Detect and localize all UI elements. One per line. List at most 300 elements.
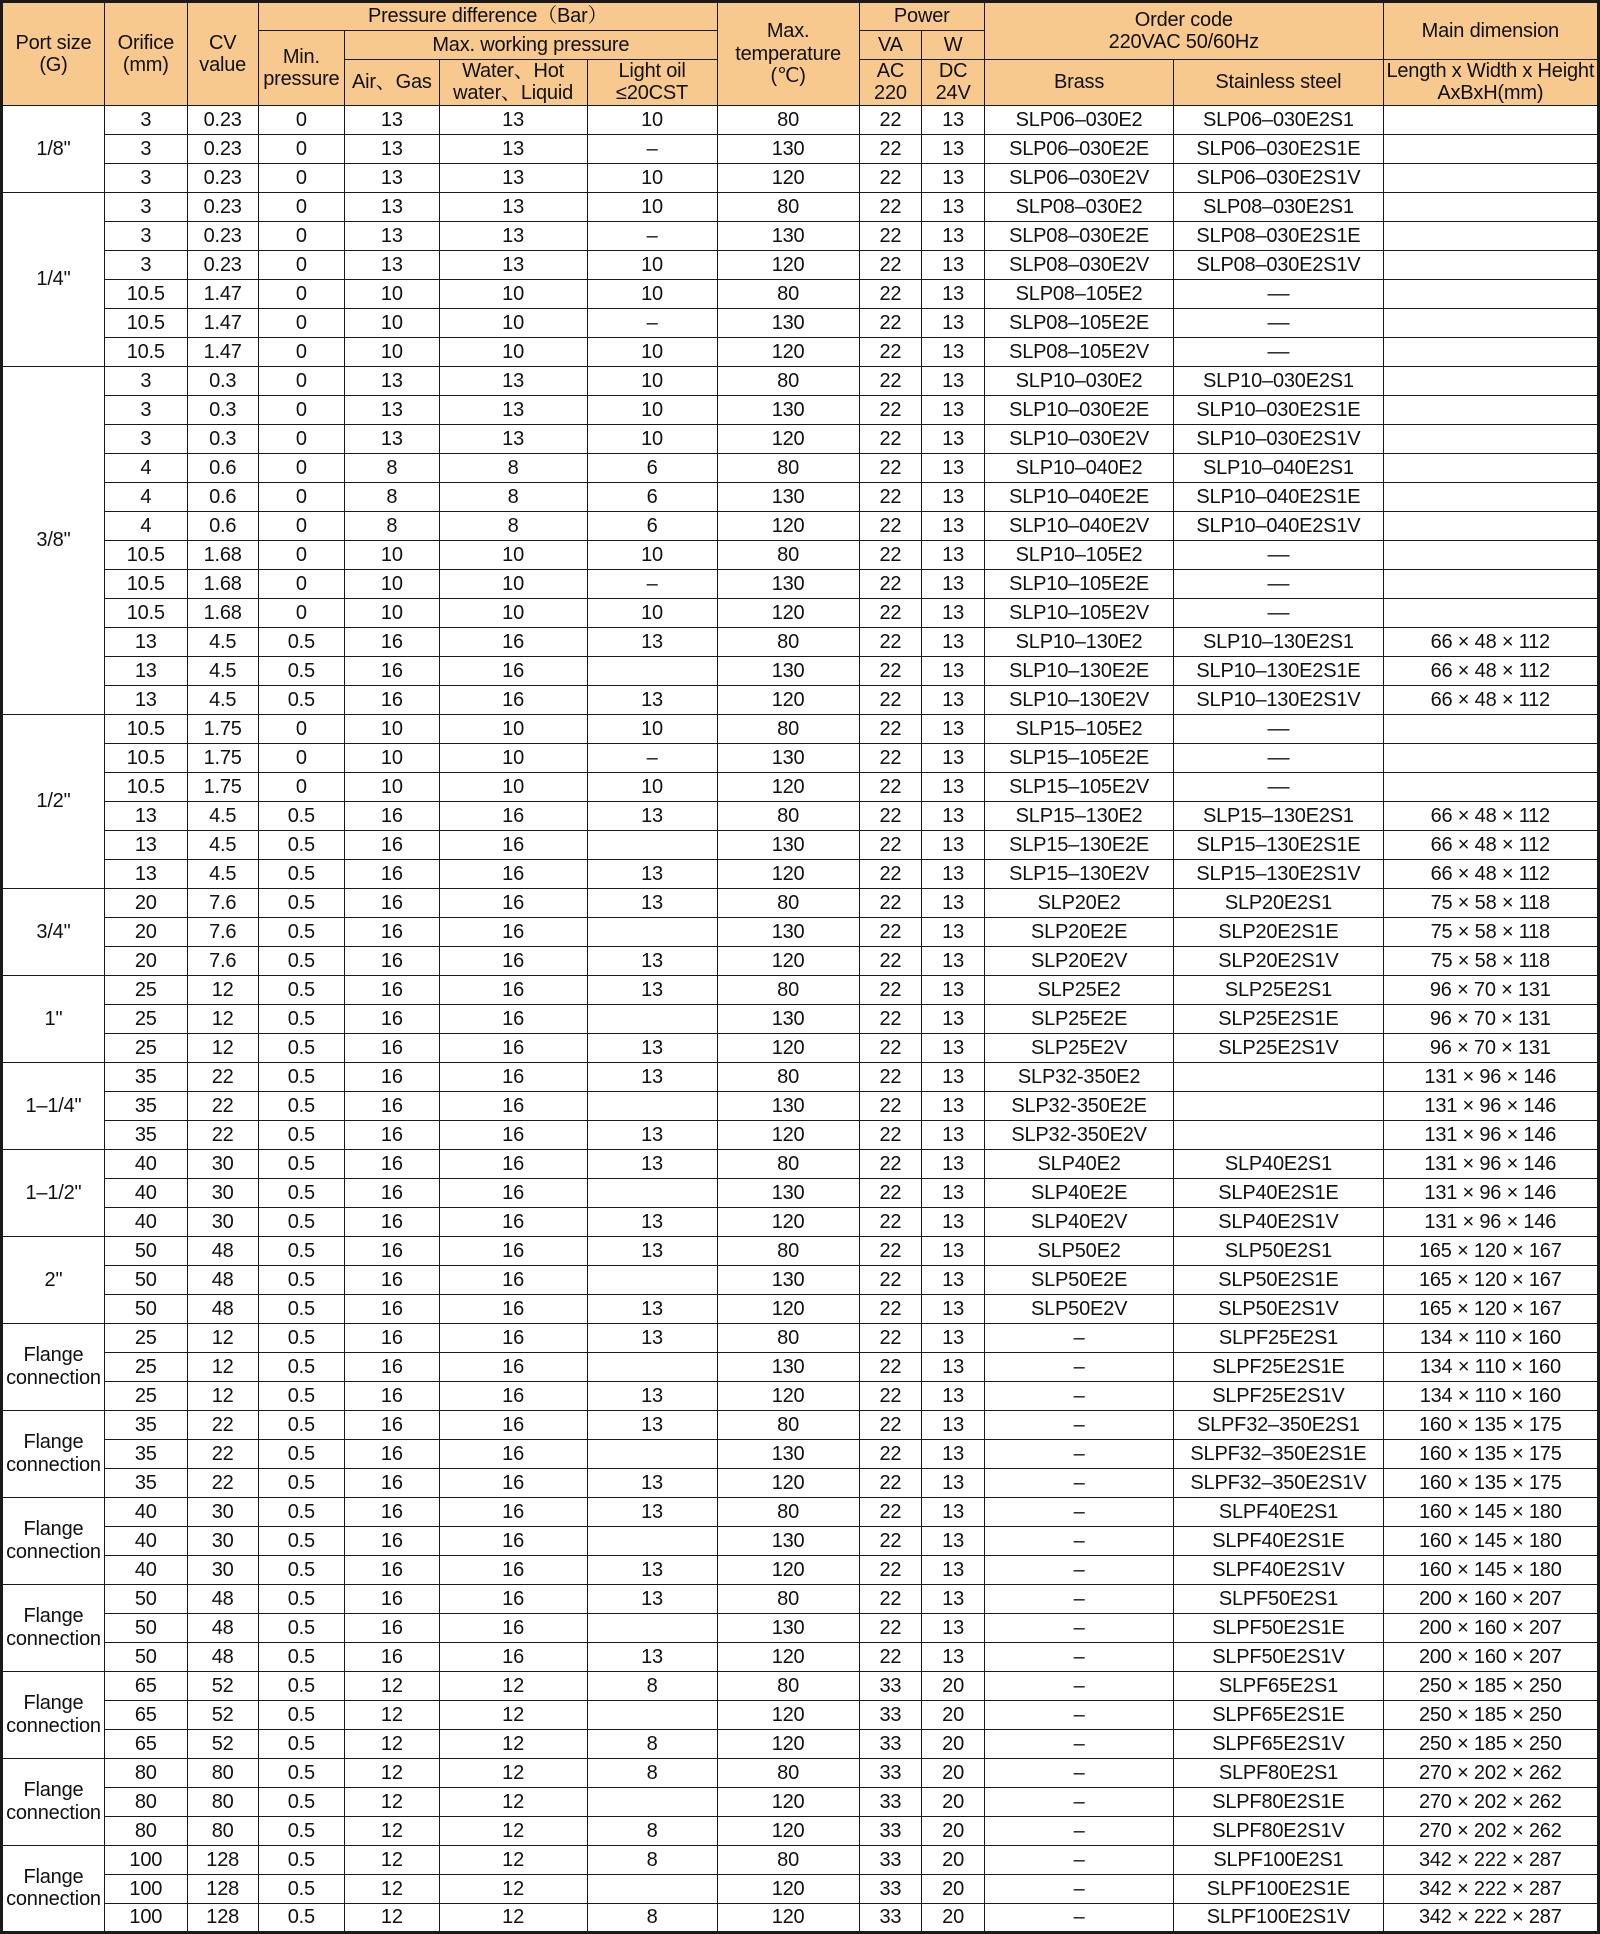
cell-w: 20: [922, 1758, 985, 1787]
cell-max-temperature: 120: [717, 1816, 859, 1845]
cell-stainless-code: SLP25E2S1V: [1174, 1033, 1383, 1062]
table-row: [2, 1120, 1599, 1149]
cell-water-hot-liquid: 12: [439, 1903, 587, 1932]
cell-max-temperature: 80: [717, 1584, 859, 1613]
cell-va: 22: [859, 511, 922, 540]
cell-max-temperature: 80: [717, 1671, 859, 1700]
cell-brass-code: SLP20E2V: [984, 946, 1173, 975]
table-row: [2, 656, 1599, 685]
table-row: [2, 1729, 1599, 1758]
cell-max-temperature: 80: [717, 1410, 859, 1439]
cell-w: 13: [922, 482, 985, 511]
cell-brass-code: –: [984, 1323, 1173, 1352]
cell-light-oil: [587, 1874, 717, 1903]
cell-main-dimension: [1383, 163, 1598, 192]
table-row: [2, 482, 1599, 511]
cell-w: 13: [922, 888, 985, 917]
cell-cv: 1.68: [187, 598, 258, 627]
header-air-gas: Air、Gas: [345, 60, 440, 106]
cell-main-dimension: 131 × 96 × 146: [1383, 1120, 1598, 1149]
cell-max-temperature: 130: [717, 1178, 859, 1207]
header-orifice-line2: (mm): [122, 53, 169, 76]
cell-w: 13: [922, 1294, 985, 1323]
cell-cv: 22: [187, 1062, 258, 1091]
cell-min-pressure: 0.5: [258, 1149, 344, 1178]
table-row: [2, 888, 1599, 917]
cell-orifice: 50: [104, 1584, 187, 1613]
cell-w: 20: [922, 1671, 985, 1700]
cell-min-pressure: 0.5: [258, 1758, 344, 1787]
cell-cv: 7.6: [187, 946, 258, 975]
cell-va: 22: [859, 859, 922, 888]
cell-va: 22: [859, 1265, 922, 1294]
cell-water-hot-liquid: 16: [439, 1236, 587, 1265]
table-row: [2, 1149, 1599, 1178]
header-port-size-line2: (G): [39, 53, 68, 76]
cell-main-dimension: 342 × 222 × 287: [1383, 1845, 1598, 1874]
cell-orifice: 65: [104, 1729, 187, 1758]
cell-orifice: 10.5: [104, 337, 187, 366]
cell-main-dimension: 134 × 110 × 160: [1383, 1323, 1598, 1352]
cell-orifice: 3: [104, 366, 187, 395]
cell-min-pressure: 0: [258, 598, 344, 627]
cell-min-pressure: 0: [258, 714, 344, 743]
cell-water-hot-liquid: 16: [439, 1323, 587, 1352]
cell-stainless-code: SLPF50E2S1E: [1174, 1613, 1383, 1642]
cell-orifice: 65: [104, 1671, 187, 1700]
cell-water-hot-liquid: 13: [439, 221, 587, 250]
cell-stainless-code: [1174, 1120, 1383, 1149]
port-size-line: connection: [6, 1627, 101, 1650]
cell-min-pressure: 0.5: [258, 1236, 344, 1265]
cell-stainless-code: SLP50E2S1: [1174, 1236, 1383, 1265]
cell-water-hot-liquid: 16: [439, 801, 587, 830]
cell-water-hot-liquid: 16: [439, 1584, 587, 1613]
table-row: [2, 279, 1599, 308]
cell-main-dimension: [1383, 772, 1598, 801]
cell-orifice: 20: [104, 888, 187, 917]
cell-orifice: 50: [104, 1642, 187, 1671]
header-dimension-line1: Length x Width x Height: [1386, 60, 1595, 82]
cell-light-oil: [587, 1439, 717, 1468]
table-row: [2, 743, 1599, 772]
cell-w: 13: [922, 337, 985, 366]
cell-brass-code: –: [984, 1352, 1173, 1381]
header-cv-value: [187, 2, 258, 106]
cell-water-hot-liquid: 12: [439, 1671, 587, 1700]
cell-min-pressure: 0.5: [258, 946, 344, 975]
cell-light-oil: 13: [587, 888, 717, 917]
cell-w: 13: [922, 685, 985, 714]
cell-max-temperature: 120: [717, 1874, 859, 1903]
cell-max-temperature: 130: [717, 1526, 859, 1555]
cell-cv: 52: [187, 1729, 258, 1758]
cell-water-hot-liquid: 16: [439, 1352, 587, 1381]
cell-main-dimension: 66 × 48 × 112: [1383, 830, 1598, 859]
cell-va: 22: [859, 482, 922, 511]
cell-water-hot-liquid: 16: [439, 1091, 587, 1120]
cell-brass-code: SLP10–105E2V: [984, 598, 1173, 627]
cell-w: 13: [922, 1642, 985, 1671]
cell-brass-code: –: [984, 1874, 1173, 1903]
table-row: [2, 714, 1599, 743]
cell-water-hot-liquid: 16: [439, 627, 587, 656]
cell-water-hot-liquid: 16: [439, 685, 587, 714]
table-row: [2, 975, 1599, 1004]
table-row: [2, 1497, 1599, 1526]
cell-min-pressure: 0: [258, 366, 344, 395]
cell-brass-code: SLP40E2E: [984, 1178, 1173, 1207]
cell-water-hot-liquid: 16: [439, 1468, 587, 1497]
cell-min-pressure: 0.5: [258, 627, 344, 656]
cell-main-dimension: 131 × 96 × 146: [1383, 1062, 1598, 1091]
cell-va: 22: [859, 598, 922, 627]
cell-w: 13: [922, 1091, 985, 1120]
cell-va: 33: [859, 1729, 922, 1758]
cell-min-pressure: 0: [258, 134, 344, 163]
cell-light-oil: 6: [587, 511, 717, 540]
cell-va: 22: [859, 772, 922, 801]
cell-air-gas: 16: [345, 1613, 440, 1642]
table-row: [2, 192, 1599, 221]
cell-water-hot-liquid: 16: [439, 1439, 587, 1468]
cell-light-oil: 13: [587, 1555, 717, 1584]
cell-air-gas: 16: [345, 1178, 440, 1207]
cell-brass-code: SLP32-350E2E: [984, 1091, 1173, 1120]
cell-va: 22: [859, 1091, 922, 1120]
cell-max-temperature: 80: [717, 366, 859, 395]
cell-main-dimension: 270 × 202 × 262: [1383, 1816, 1598, 1845]
cell-min-pressure: 0.5: [258, 1787, 344, 1816]
header-order-code: [984, 2, 1383, 60]
cell-light-oil: 13: [587, 1642, 717, 1671]
cell-cv: 1.68: [187, 569, 258, 598]
cell-light-oil: [587, 917, 717, 946]
cell-cv: 0.23: [187, 250, 258, 279]
header-order-code-subtitle: 220VAC 50/60Hz: [1108, 31, 1259, 53]
cell-air-gas: 16: [345, 656, 440, 685]
cell-brass-code: SLP10–030E2V: [984, 424, 1173, 453]
cell-port-size: [2, 714, 105, 888]
cell-min-pressure: 0.5: [258, 1468, 344, 1497]
cell-max-temperature: 130: [717, 917, 859, 946]
cell-orifice: 13: [104, 627, 187, 656]
cell-w: 13: [922, 279, 985, 308]
cell-main-dimension: 131 × 96 × 146: [1383, 1178, 1598, 1207]
cell-brass-code: –: [984, 1729, 1173, 1758]
cell-va: 22: [859, 1613, 922, 1642]
cell-water-hot-liquid: 16: [439, 917, 587, 946]
port-size-line: 1/2": [36, 790, 71, 813]
cell-orifice: 25: [104, 1352, 187, 1381]
cell-water-hot-liquid: 16: [439, 1613, 587, 1642]
cell-orifice: 40: [104, 1526, 187, 1555]
cell-main-dimension: [1383, 743, 1598, 772]
cell-brass-code: –: [984, 1903, 1173, 1932]
cell-brass-code: SLP10–105E2E: [984, 569, 1173, 598]
table-row: [2, 1294, 1599, 1323]
cell-w: 13: [922, 366, 985, 395]
cell-max-temperature: 80: [717, 714, 859, 743]
cell-orifice: 65: [104, 1700, 187, 1729]
cell-cv: 4.5: [187, 685, 258, 714]
cell-air-gas: 13: [345, 134, 440, 163]
cell-va: 22: [859, 279, 922, 308]
cell-main-dimension: 250 × 185 × 250: [1383, 1671, 1598, 1700]
cell-air-gas: 16: [345, 1497, 440, 1526]
cell-min-pressure: 0: [258, 250, 344, 279]
cell-main-dimension: 66 × 48 × 112: [1383, 859, 1598, 888]
cell-stainless-code: SLPF25E2S1V: [1174, 1381, 1383, 1410]
cell-orifice: 20: [104, 917, 187, 946]
cell-orifice: 4: [104, 511, 187, 540]
cell-min-pressure: 0.5: [258, 1874, 344, 1903]
cell-light-oil: 13: [587, 1497, 717, 1526]
cell-va: 22: [859, 1439, 922, 1468]
cell-water-hot-liquid: 13: [439, 134, 587, 163]
cell-light-oil: –: [587, 308, 717, 337]
cell-max-temperature: 80: [717, 1497, 859, 1526]
cell-stainless-code: SLPF32–350E2S1: [1174, 1410, 1383, 1439]
cell-light-oil: 13: [587, 1323, 717, 1352]
cell-light-oil: 13: [587, 1294, 717, 1323]
cell-min-pressure: 0: [258, 308, 344, 337]
cell-water-hot-liquid: 8: [439, 453, 587, 482]
cell-brass-code: –: [984, 1497, 1173, 1526]
table-row: [2, 1265, 1599, 1294]
cell-va: 22: [859, 221, 922, 250]
cell-main-dimension: [1383, 279, 1598, 308]
cell-water-hot-liquid: 16: [439, 859, 587, 888]
cell-orifice: 35: [104, 1091, 187, 1120]
cell-orifice: 35: [104, 1410, 187, 1439]
cell-stainless-code: SLP50E2S1V: [1174, 1294, 1383, 1323]
cell-cv: 22: [187, 1410, 258, 1439]
cell-brass-code: SLP08–105E2E: [984, 308, 1173, 337]
cell-light-oil: 10: [587, 772, 717, 801]
cell-light-oil: 10: [587, 714, 717, 743]
cell-va: 22: [859, 1033, 922, 1062]
cell-va: 33: [859, 1671, 922, 1700]
cell-max-temperature: 80: [717, 1236, 859, 1265]
cell-cv: 0.23: [187, 163, 258, 192]
cell-brass-code: –: [984, 1845, 1173, 1874]
cell-cv: 0.23: [187, 134, 258, 163]
cell-cv: 48: [187, 1265, 258, 1294]
cell-max-temperature: 120: [717, 337, 859, 366]
cell-cv: 0.3: [187, 395, 258, 424]
cell-air-gas: 16: [345, 1236, 440, 1265]
cell-stainless-code: SLP06–030E2S1E: [1174, 134, 1383, 163]
cell-brass-code: SLP10–130E2E: [984, 656, 1173, 685]
table-row: [2, 221, 1599, 250]
cell-max-temperature: 120: [717, 1903, 859, 1932]
cell-brass-code: –: [984, 1642, 1173, 1671]
cell-stainless-code: SLP40E2S1V: [1174, 1207, 1383, 1236]
cell-cv: 0.23: [187, 221, 258, 250]
cell-brass-code: SLP08–030E2V: [984, 250, 1173, 279]
cell-orifice: 50: [104, 1265, 187, 1294]
cell-min-pressure: 0: [258, 279, 344, 308]
cell-max-temperature: 120: [717, 1033, 859, 1062]
cell-orifice: 10.5: [104, 743, 187, 772]
cell-brass-code: SLP40E2V: [984, 1207, 1173, 1236]
cell-brass-code: SLP10–105E2: [984, 540, 1173, 569]
cell-main-dimension: 96 × 70 × 131: [1383, 1033, 1598, 1062]
cell-orifice: 10.5: [104, 714, 187, 743]
cell-water-hot-liquid: 16: [439, 1294, 587, 1323]
cell-air-gas: 16: [345, 830, 440, 859]
cell-stainless-code: SLPF32–350E2S1E: [1174, 1439, 1383, 1468]
cell-min-pressure: 0.5: [258, 917, 344, 946]
cell-cv: 12: [187, 975, 258, 1004]
cell-min-pressure: 0.5: [258, 1613, 344, 1642]
cell-max-temperature: 120: [717, 163, 859, 192]
cell-w: 13: [922, 975, 985, 1004]
cell-brass-code: SLP15–130E2V: [984, 859, 1173, 888]
cell-air-gas: 16: [345, 1091, 440, 1120]
cell-water-hot-liquid: 16: [439, 1120, 587, 1149]
cell-water-hot-liquid: 16: [439, 1497, 587, 1526]
cell-brass-code: –: [984, 1671, 1173, 1700]
cell-brass-code: SLP10–130E2V: [984, 685, 1173, 714]
cell-air-gas: 16: [345, 1468, 440, 1497]
cell-va: 22: [859, 714, 922, 743]
cell-main-dimension: 200 × 160 × 207: [1383, 1642, 1598, 1671]
cell-w: 13: [922, 1120, 985, 1149]
cell-min-pressure: 0.5: [258, 1584, 344, 1613]
cell-brass-code: SLP50E2V: [984, 1294, 1173, 1323]
cell-w: 13: [922, 1410, 985, 1439]
cell-w: 13: [922, 1584, 985, 1613]
cell-min-pressure: 0.5: [258, 1410, 344, 1439]
header-port-size-line1: Port size: [15, 31, 92, 54]
cell-brass-code: –: [984, 1410, 1173, 1439]
port-size-line: 1/8": [36, 137, 71, 160]
cell-max-temperature: 80: [717, 1062, 859, 1091]
cell-stainless-code: SLPF32–350E2S1V: [1174, 1468, 1383, 1497]
cell-stainless-code: SLP10–030E2S1E: [1174, 395, 1383, 424]
cell-light-oil: 8: [587, 1903, 717, 1932]
cell-min-pressure: 0.5: [258, 888, 344, 917]
cell-main-dimension: 131 × 96 × 146: [1383, 1207, 1598, 1236]
cell-max-temperature: 130: [717, 482, 859, 511]
cell-max-temperature: 130: [717, 656, 859, 685]
cell-va: 22: [859, 656, 922, 685]
cell-max-temperature: 120: [717, 1555, 859, 1584]
cell-air-gas: 16: [345, 1381, 440, 1410]
cell-min-pressure: 0: [258, 540, 344, 569]
cell-port-size: [2, 1062, 105, 1149]
cell-brass-code: SLP15–105E2E: [984, 743, 1173, 772]
port-size-line: Flange: [23, 1865, 84, 1888]
cell-stainless-code: SLPF100E2S1: [1174, 1845, 1383, 1874]
cell-air-gas: 13: [345, 105, 440, 134]
cell-stainless-code: SLP10–040E2S1E: [1174, 482, 1383, 511]
cell-port-size: [2, 1671, 105, 1758]
table-row: [2, 1845, 1599, 1874]
cell-stainless-code: ––: [1174, 714, 1383, 743]
cell-light-oil: 13: [587, 1207, 717, 1236]
cell-min-pressure: 0.5: [258, 830, 344, 859]
cell-main-dimension: [1383, 308, 1598, 337]
cell-light-oil: 10: [587, 424, 717, 453]
cell-water-hot-liquid: 16: [439, 830, 587, 859]
cell-w: 13: [922, 1468, 985, 1497]
cell-light-oil: [587, 1352, 717, 1381]
cell-stainless-code: SLP08–030E2S1: [1174, 192, 1383, 221]
cell-air-gas: 12: [345, 1729, 440, 1758]
cell-main-dimension: 165 × 120 × 167: [1383, 1265, 1598, 1294]
port-size-line: Flange: [23, 1344, 84, 1367]
cell-stainless-code: ––: [1174, 337, 1383, 366]
cell-light-oil: [587, 1700, 717, 1729]
cell-orifice: 25: [104, 1004, 187, 1033]
cell-w: 13: [922, 714, 985, 743]
cell-air-gas: 10: [345, 743, 440, 772]
cell-stainless-code: SLPF80E2S1E: [1174, 1787, 1383, 1816]
cell-orifice: 3: [104, 134, 187, 163]
cell-min-pressure: 0.5: [258, 1352, 344, 1381]
cell-w: 13: [922, 1004, 985, 1033]
cell-air-gas: 10: [345, 598, 440, 627]
table-row: [2, 1787, 1599, 1816]
cell-cv: 0.3: [187, 366, 258, 395]
cell-main-dimension: 75 × 58 × 118: [1383, 888, 1598, 917]
cell-light-oil: 8: [587, 1845, 717, 1874]
cell-water-hot-liquid: 13: [439, 424, 587, 453]
cell-brass-code: SLP08–030E2E: [984, 221, 1173, 250]
table-row: [2, 424, 1599, 453]
cell-air-gas: 8: [345, 482, 440, 511]
cell-w: 13: [922, 1439, 985, 1468]
cell-main-dimension: 134 × 110 × 160: [1383, 1352, 1598, 1381]
cell-main-dimension: 160 × 145 × 180: [1383, 1526, 1598, 1555]
cell-max-temperature: 120: [717, 1729, 859, 1758]
cell-light-oil: 10: [587, 192, 717, 221]
cell-brass-code: SLP20E2E: [984, 917, 1173, 946]
cell-min-pressure: 0.5: [258, 801, 344, 830]
cell-cv: 48: [187, 1294, 258, 1323]
cell-air-gas: 16: [345, 1352, 440, 1381]
cell-water-hot-liquid: 16: [439, 1526, 587, 1555]
cell-max-temperature: 80: [717, 1758, 859, 1787]
header-va: VA: [859, 31, 922, 60]
cell-w: 13: [922, 917, 985, 946]
cell-min-pressure: 0.5: [258, 975, 344, 1004]
port-size-line: 3/4": [36, 920, 71, 943]
cell-light-oil: 10: [587, 598, 717, 627]
cell-brass-code: –: [984, 1439, 1173, 1468]
cell-va: 33: [859, 1903, 922, 1932]
table-row: [2, 1584, 1599, 1613]
cell-light-oil: 8: [587, 1816, 717, 1845]
header-order-code-title: Order code: [1134, 8, 1233, 31]
header-orifice: [104, 2, 187, 106]
cell-brass-code: SLP10–040E2V: [984, 511, 1173, 540]
cell-min-pressure: 0.5: [258, 1004, 344, 1033]
cell-max-temperature: 80: [717, 1845, 859, 1874]
header-main-dimension-sub: [1383, 60, 1598, 106]
cell-cv: 48: [187, 1642, 258, 1671]
cell-w: 13: [922, 830, 985, 859]
cell-w: 13: [922, 1033, 985, 1062]
cell-cv: 22: [187, 1091, 258, 1120]
cell-va: 22: [859, 163, 922, 192]
cell-cv: 4.5: [187, 627, 258, 656]
cell-min-pressure: 0: [258, 482, 344, 511]
cell-max-temperature: 120: [717, 424, 859, 453]
